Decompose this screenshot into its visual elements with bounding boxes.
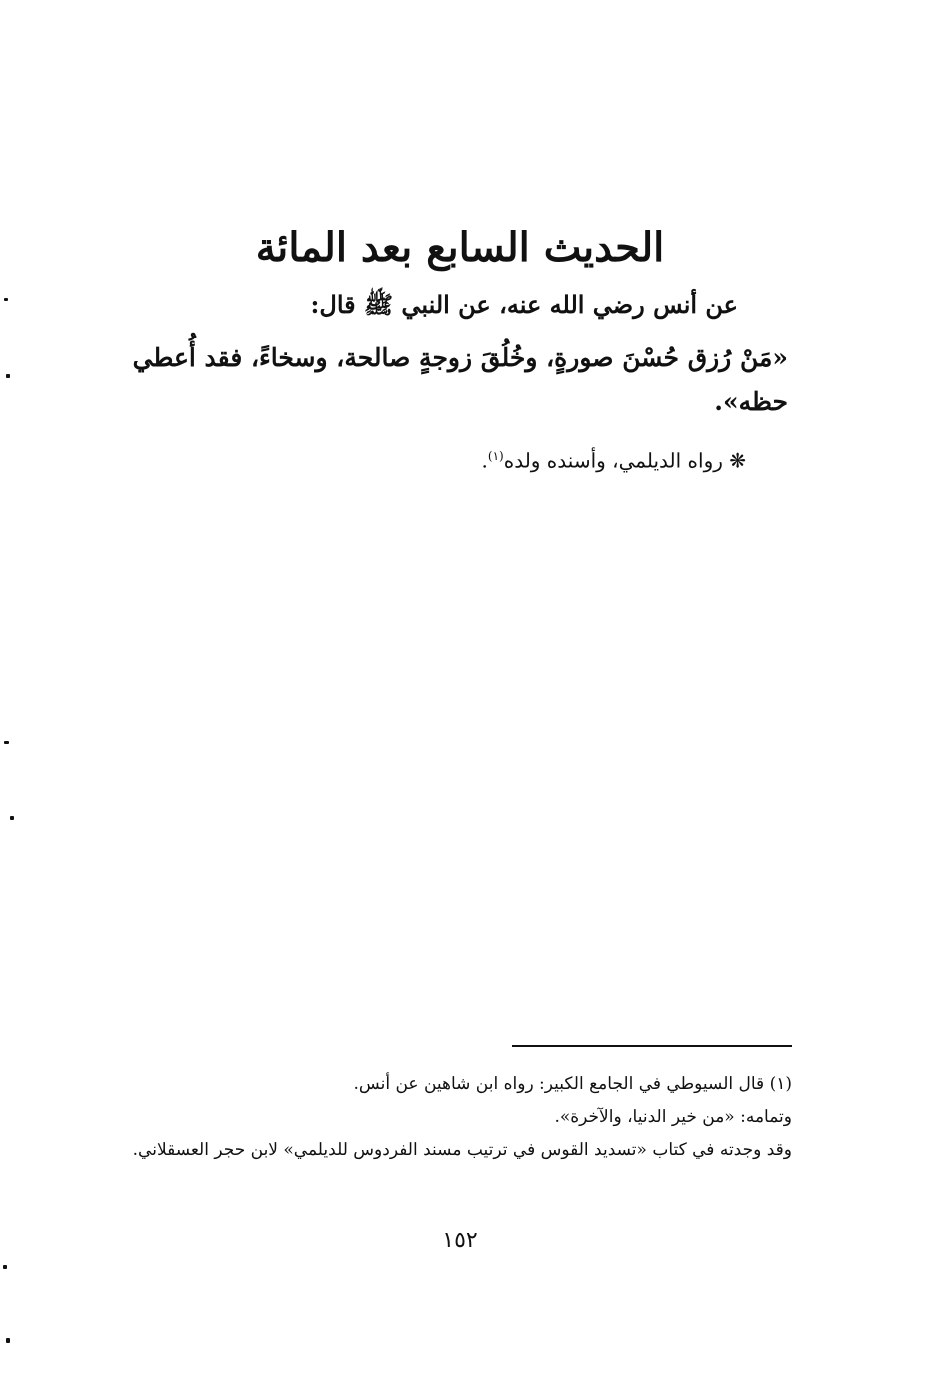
scan-mark <box>10 816 14 820</box>
page-number: ١٥٢ <box>442 1228 478 1253</box>
scan-mark <box>3 1265 7 1269</box>
footnote-line: وقد وجدته في كتاب «تسديد القوس في ترتيب مسند الفردوس للديلمي» لابن حجر العسقلاني. <box>132 1140 792 1160</box>
hadith-text: «مَنْ رُزق حُسْنَ صورةٍ، وخُلُقَ زوجةٍ صالحة، وسخاءً، فقد أُعطي حظه». <box>132 343 788 416</box>
footnotes <box>104 1068 792 1167</box>
scan-mark <box>4 298 8 301</box>
scan-mark <box>6 374 10 378</box>
footnote-divider <box>512 1045 792 1047</box>
narration-text: ❋ رواه الديلمي، وأسنده ولده <box>503 448 746 473</box>
narration-end: . <box>481 448 488 473</box>
hadith-intro: عن أنس رضي الله عنه، عن النبي ﷺ قال: <box>310 290 738 319</box>
narration-note <box>440 438 746 479</box>
scan-mark <box>4 741 9 744</box>
chapter-title: الحديث السابع بعد المائة <box>255 224 665 271</box>
footnote-line: وتمامه: «من خير الدنيا، والآخرة». <box>554 1107 792 1127</box>
footnote-line: (١) قال السيوطي في الجامع الكبير: رواه ابن شاهين عن أنس. <box>353 1074 792 1094</box>
scan-mark <box>6 1338 10 1343</box>
footnote-ref[interactable]: (١) <box>487 449 504 463</box>
